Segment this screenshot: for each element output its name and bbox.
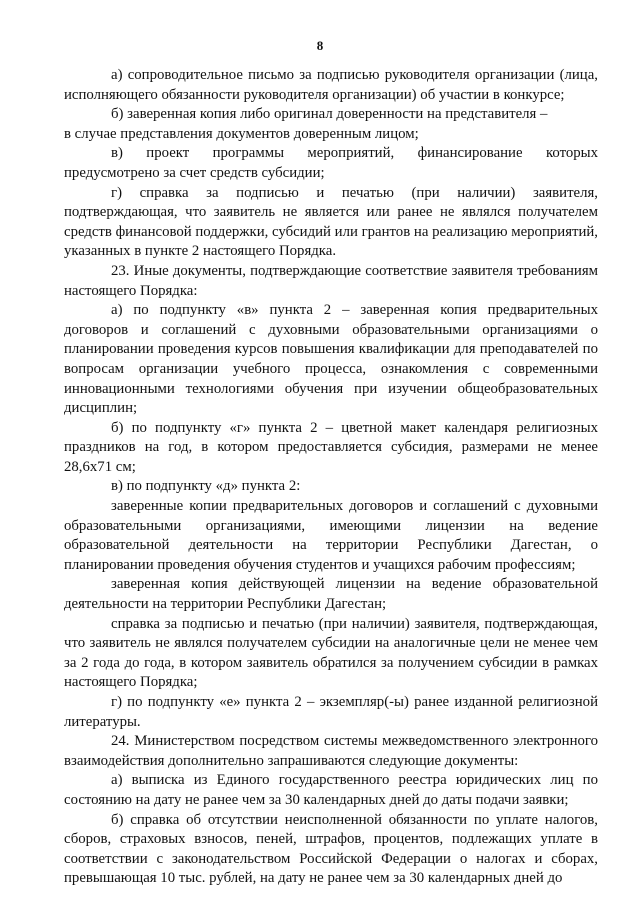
paragraph-23-v-certificate: справка за подписью и печатью (при наличии) заявителя, подтверждающая, что заявитель не являлся получателем субсидии на аналогичные цели не менее чем за 2 года до года, в котором заявитель обратился за получением субсидии в рамках настоящего Порядка; bbox=[64, 615, 598, 691]
paragraph-23-other-documents: 23. Иные документы, подтверждающие соответствие заявителя требованиям настоящего Порядка: bbox=[64, 262, 598, 299]
paragraph-24-a: а) выписка из Единого государственного реестра юридических лиц по состоянию на дату не ранее чем за 30 календарных дней до даты подачи заявки; bbox=[64, 772, 598, 808]
paragraph-23-a: а) по подпункту «в» пункта 2 – заверенная копия предварительных договоров и соглашений с духовными образовательными организациями о планировании проведения курсов повышения квалификации для преподавателей по вопросам организации учебного процесса, ознакомления с современными инновационными технологиями обучения при изучении общеобразовательных дисциплин; bbox=[64, 302, 598, 417]
paragraph-v-program-project: в) проект программы мероприятий, финансирование которых предусмотрено за счет средств субсидии; bbox=[64, 145, 598, 181]
paragraph-23-v-contracts: заверенные копии предварительных договоров и соглашений с духовными образовательными организациями, имеющими лицензии на ведение образовательной деятельности на территории Республики Дагестан, о планировании проведения обучения студентов и учащихся рабочим профессиям; bbox=[64, 498, 598, 573]
paragraph-24-b: б) справка об отсутствии неисполненной обязанности по уплате налогов, сборов, страховых взносов, пеней, штрафов, процентов, подлежащих уплате в соответствии с законодательством Российской Федерации о налогах и сборах, превышающая 10 тыс. рублей, на дату не ранее чем за 30 календарных дней до bbox=[64, 811, 598, 887]
paragraph-b-continuation: в случае представления документов доверенным лицом; bbox=[64, 125, 419, 142]
paragraph-23-v: в) по подпункту «д» пункта 2: bbox=[111, 478, 301, 495]
paragraph-23-v-license: заверенная копия действующей лицензии на ведение образовательной деятельности на территории Республики Дагестан; bbox=[64, 576, 598, 613]
paragraph-24-ministry-requests: 24. Министерством посредством системы межведомственного электронного взаимодействия дополнительно запрашиваются следующие документы: bbox=[64, 733, 598, 769]
document-body bbox=[64, 66, 598, 889]
paragraph-b-power-of-attorney: б) заверенная копия либо оригинал доверенности на представителя – bbox=[111, 106, 548, 123]
paragraph-g-certificate: г) справка за подписью и печатью (при наличии) заявителя, подтверждающая, что заявитель не является или ранее не являлся получателем средств финансовой поддержки, субсидий или грантов на реализацию мероприятий, указанных в пункте 2 настоящего Порядка. bbox=[64, 184, 599, 260]
paragraph-a-cover-letter: а) сопроводительное письмо за подписью руководителя организации (лица, исполняющего обязанности руководителя организации) об участии в конкурсе; bbox=[64, 67, 598, 103]
paragraph-23-b: б) по подпункту «г» пункта 2 – цветной макет календаря религиозных праздников на год, в котором предоставляется субсидия, размерами не менее 28,6х71 см; bbox=[64, 419, 598, 475]
paragraph-23-g: г) по подпункту «е» пункта 2 – экземпляр(-ы) ранее изданной религиозной литературы. bbox=[64, 694, 598, 730]
page-number: 8 bbox=[316, 38, 324, 53]
